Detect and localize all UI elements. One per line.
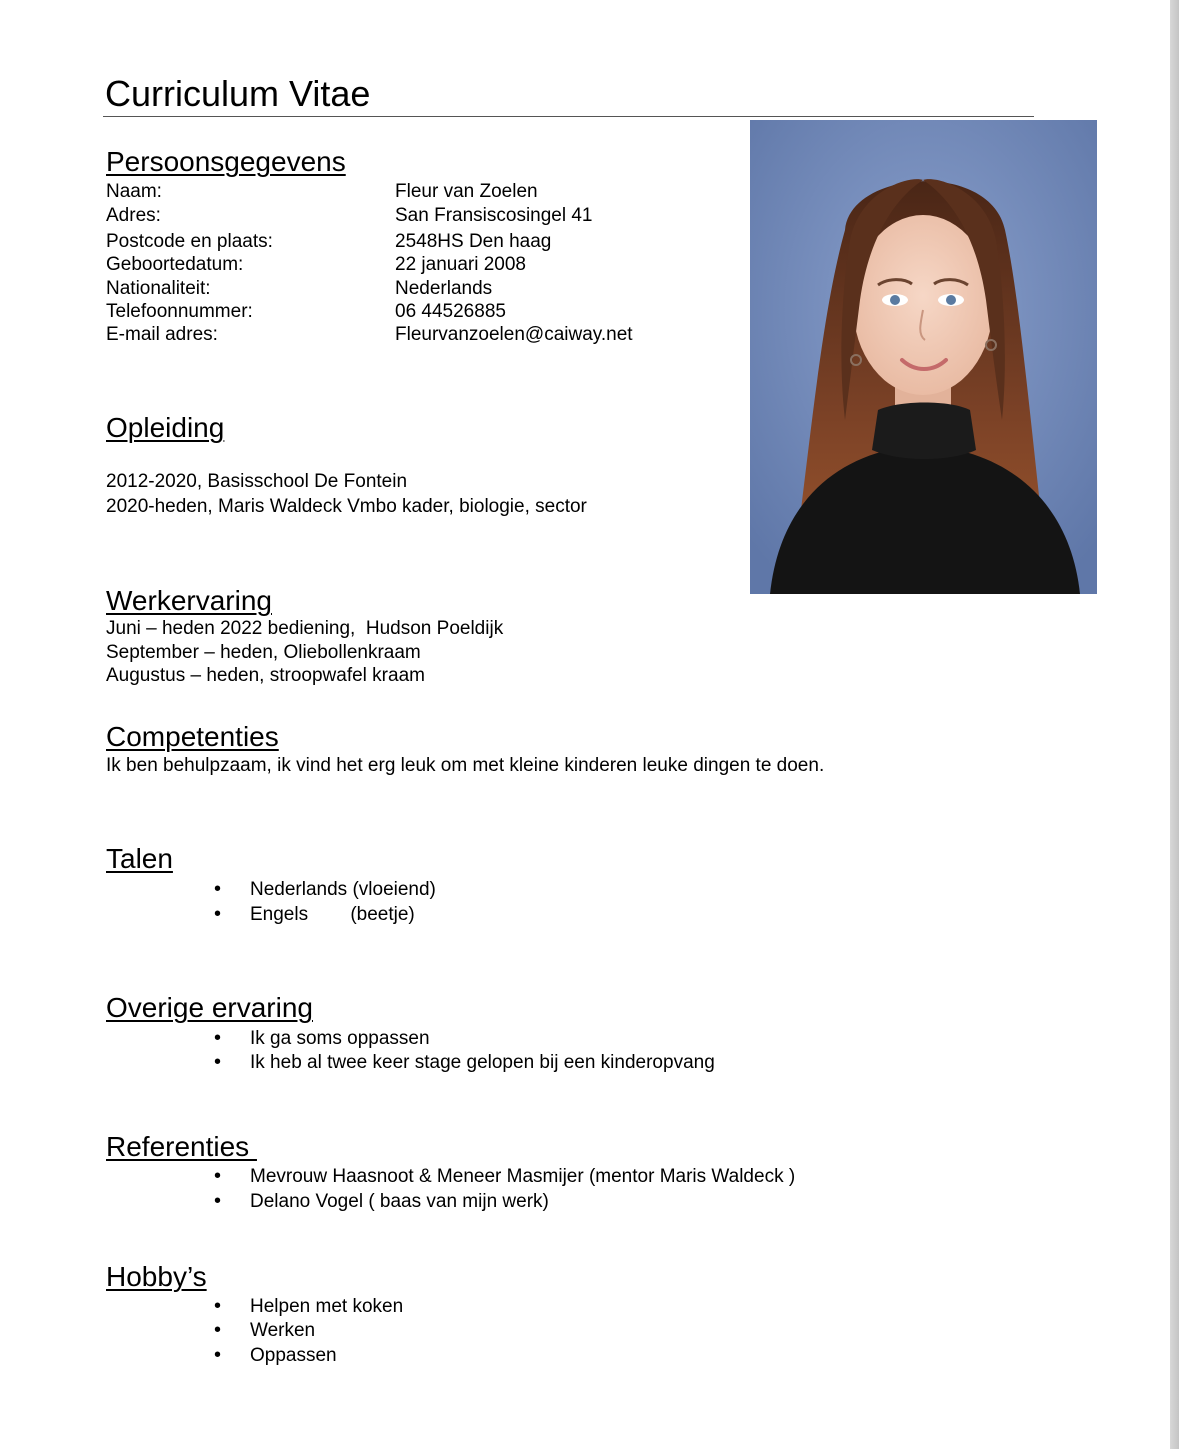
work-heading: Werkervaring — [106, 585, 272, 616]
personal-label-phone: Telefoonnummer: — [106, 301, 253, 322]
personal-label-email: E-mail adres: — [106, 324, 218, 345]
languages-item — [214, 877, 436, 902]
personal-value-name: Fleur van Zoelen — [395, 181, 538, 202]
personal-label-address: Adres: — [106, 205, 161, 226]
personal-label-name: Naam: — [106, 181, 162, 202]
other-item — [214, 1026, 430, 1051]
hobbies-item — [214, 1343, 337, 1368]
bullet-icon: • — [214, 1190, 222, 1212]
references-item — [214, 1164, 795, 1189]
work-item: September – heden, Oliebollenkraam — [106, 642, 421, 663]
work-item: Augustus – heden, stroopwafel kraam — [106, 665, 425, 686]
languages-item-text: Nederlands (vloeiend) — [250, 879, 436, 900]
personal-value-phone: 06 44526885 — [395, 301, 506, 322]
personal-value-address: San Fransiscosingel 41 — [395, 205, 593, 226]
personal-label-nationality: Nationaliteit: — [106, 278, 211, 299]
bullet-icon: • — [214, 1344, 222, 1366]
bullet-icon: • — [214, 1051, 222, 1073]
personal-value-birthdate: 22 januari 2008 — [395, 254, 526, 275]
competencies-text: Ik ben behulpzaam, ik vind het erg leuk om met kleine kinderen leuke dingen te doen. — [106, 755, 825, 776]
portrait-illustration — [750, 120, 1097, 594]
hobbies-item-text: Oppassen — [250, 1345, 337, 1366]
bullet-icon: • — [214, 878, 222, 900]
personal-label-postcode: Postcode en plaats: — [106, 231, 273, 252]
education-item: 2020-heden, Maris Waldeck Vmbo kader, biologie, sector — [106, 496, 587, 517]
education-item: 2012-2020, Basisschool De Fontein — [106, 471, 408, 492]
languages-item — [214, 902, 415, 927]
references-item-text: Mevrouw Haasnoot & Meneer Masmijer (mentor Maris Waldeck ) — [250, 1166, 796, 1187]
profile-photo — [750, 120, 1097, 594]
page-edge-shadow — [1170, 0, 1179, 1449]
other-item-text: Ik heb al twee keer stage gelopen bij een kinderopvang — [250, 1052, 715, 1073]
hobbies-item-text: Helpen met koken — [250, 1296, 404, 1317]
bullet-icon: • — [214, 1295, 222, 1317]
personal-value-email: Fleurvanzoelen@caiway.net — [395, 324, 633, 345]
personal-heading: Persoonsgegevens — [106, 146, 346, 177]
title-divider — [103, 116, 1034, 117]
languages-item-text: Engels (beetje) — [250, 904, 415, 925]
bullet-icon: • — [214, 1319, 222, 1341]
other-item-text: Ik ga soms oppassen — [250, 1028, 430, 1049]
document-title: Curriculum Vitae — [105, 73, 371, 114]
references-item — [214, 1189, 549, 1214]
hobbies-item — [214, 1318, 315, 1343]
education-heading: Opleiding — [106, 412, 225, 443]
personal-value-nationality: Nederlands — [395, 278, 493, 299]
bullet-icon: • — [214, 903, 222, 925]
references-heading: Referenties — [106, 1131, 257, 1162]
hobbies-item — [214, 1294, 403, 1319]
references-item-text: Delano Vogel ( baas van mijn werk) — [250, 1191, 549, 1212]
competencies-heading: Competenties — [106, 721, 279, 752]
languages-heading: Talen — [106, 843, 173, 874]
work-item: Juni – heden 2022 bediening, Hudson Poeldijk — [106, 618, 504, 639]
bullet-icon: • — [214, 1165, 222, 1187]
personal-label-birthdate: Geboortedatum: — [106, 254, 244, 275]
hobbies-heading: Hobby’s — [106, 1261, 207, 1292]
other-item — [214, 1050, 715, 1075]
hobbies-item-text: Werken — [250, 1320, 316, 1341]
bullet-icon: • — [214, 1027, 222, 1049]
personal-value-postcode: 2548HS Den haag — [395, 231, 552, 252]
other-heading: Overige ervaring — [106, 992, 313, 1023]
